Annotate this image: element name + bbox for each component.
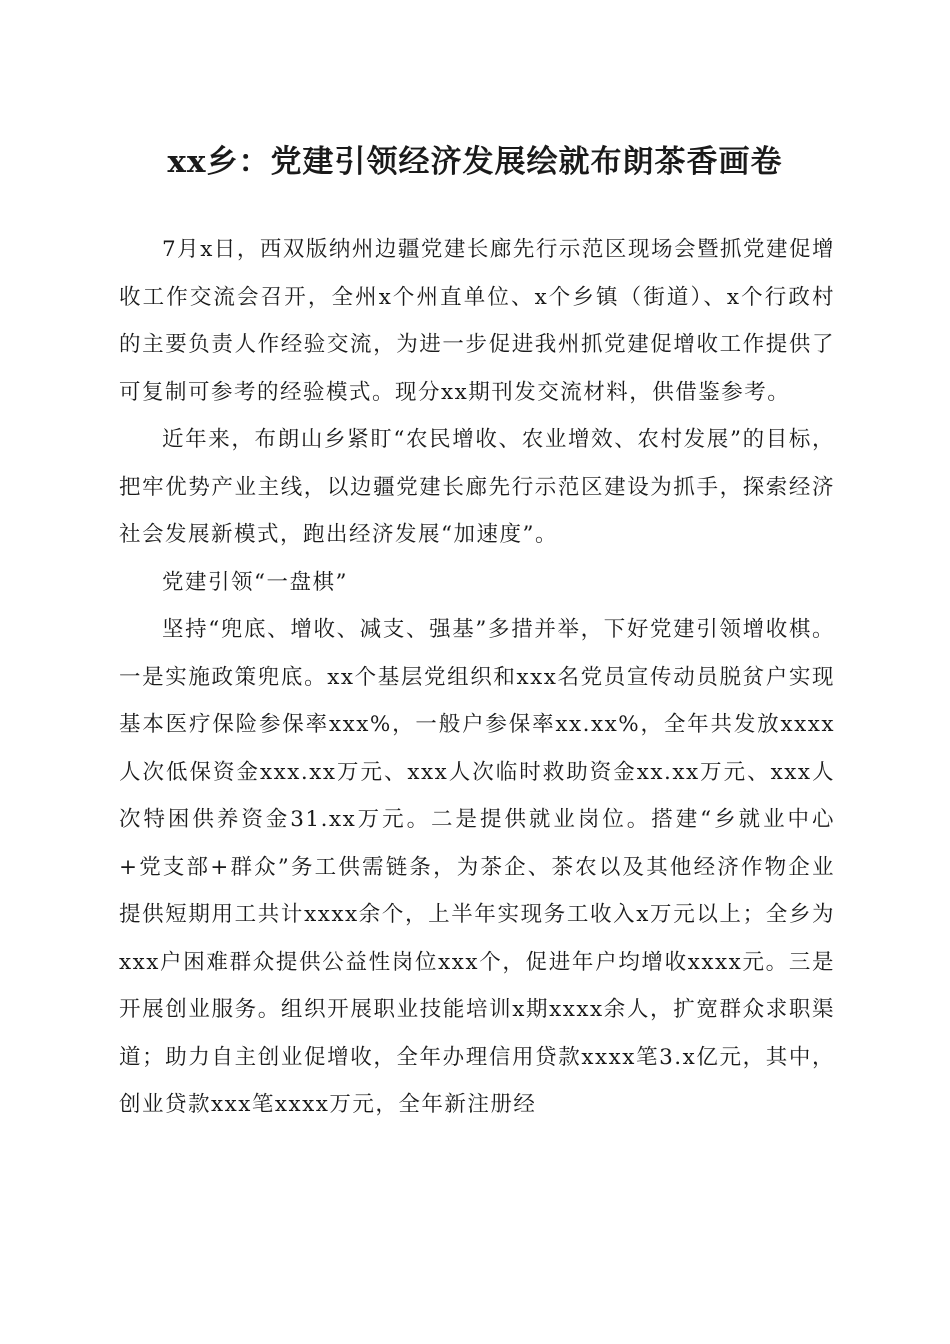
paragraph-intro: 7月x日，西双版纳州边疆党建长廊先行示范区现场会暨抓党建促增收工作交流会召开，全州x个州直单位、x个乡镇（街道）、x个行政村的主要负责人作经验交流，为进一步促进我州抓党建促增收工作提供了可复制可参考的经验模式。现分xx期刊发交流材料，供借鉴参考。 [119, 237, 835, 405]
document-body [119, 226, 835, 1129]
document-title: xx乡：党建引领经济发展绘就布朗茶香画卷 [167, 144, 783, 180]
paragraph-overview: 近年来，布朗山乡紧盯“农民增收、农业增效、农村发展”的目标，把牢优势产业主线，以边疆党建长廊先行示范区建设为抓手，探索经济社会发展新模式，跑出经济发展“加速度”。 [119, 427, 835, 547]
section-heading: 党建引领“一盘棋” [162, 569, 348, 595]
paragraph-measures: 坚持“兜底、增收、减支、强基”多措并举，下好党建引领增收棋。一是实施政策兜底。xx个基层党组织和xxx名党员宣传动员脱贫户实现基本医疗保险参保率xxx%，一般户参保率xx.xx%，全年共发放xxxx人次低保资金xxx.xx万元、xxx人次临时救助资金xx.xx万元、xxx人次特困供养资金31.xx万元。二是提供就业岗位。搭建“乡就业中心+党支部+群众”务工供需链条，为茶企、茶农以及其他经济作物企业提供短期用工共计xxxx余个，上半年实现务工收入x万元以上；全乡为xxx户困难群众提供公益性岗位xxx个，促进年户均增收xxxx元。三是开展创业服务。组织开展职业技能培训x期xxxx余人，扩宽群众求职渠道；助力自主创业促增收，全年办理信用贷款xxxx笔3.x亿元，其中，创业贷款xxx笔xxxx万元，全年新注册经 [119, 617, 835, 1117]
